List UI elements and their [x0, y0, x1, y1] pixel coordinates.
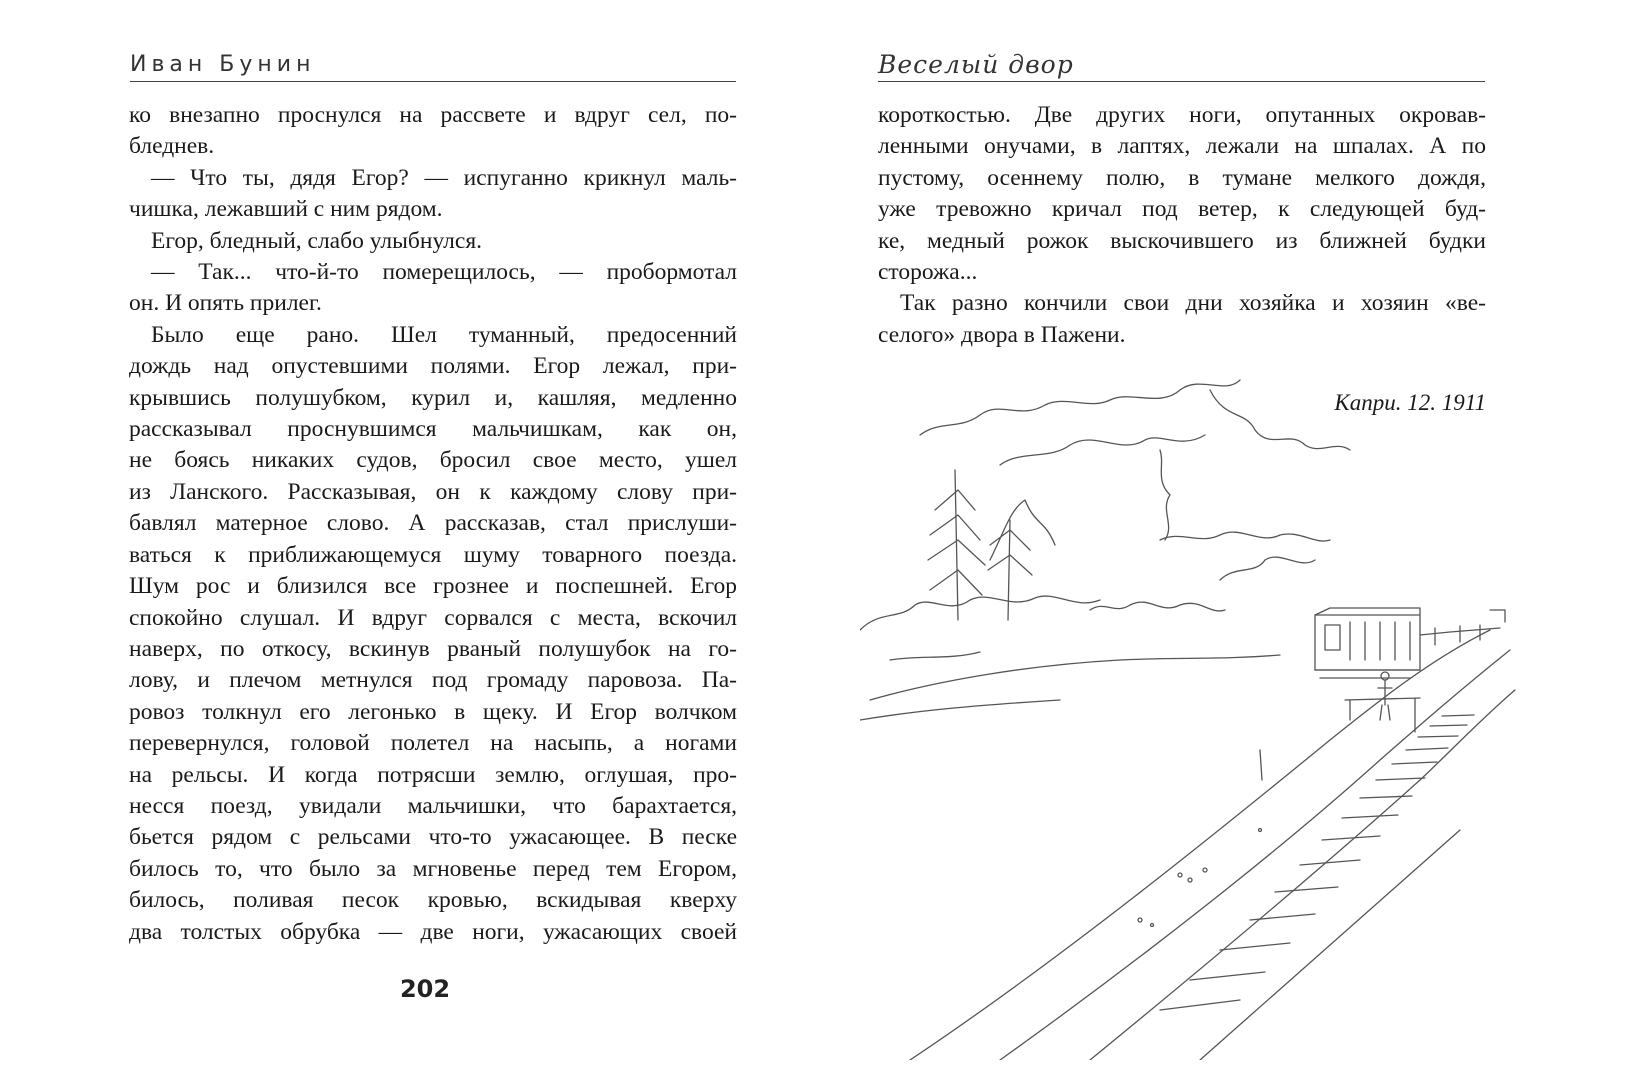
- text-line: Шум рос и близился все грознее и поспешней. Егор: [129, 573, 737, 600]
- right-body-text: [878, 100, 1486, 351]
- text-line: билось, поливая песок кровью, вскидывая кверху: [129, 887, 737, 914]
- text-line: рассказывал проснувшимся мальчишкам, как он,: [129, 416, 737, 443]
- text-line: бьется рядом с рельсами что-то ужасающее. В песке: [129, 824, 737, 851]
- text-line: ке, медный рожок выскочившего из ближней будки: [878, 227, 1486, 254]
- text-line: билось то, что было за мгновенье перед тем Егором,: [129, 855, 737, 882]
- left-page: [0, 0, 790, 1080]
- text-line: крывшись полушубком, курил и, кашляя, медленно: [129, 384, 737, 411]
- text-line: не боясь никаких судов, бросил свое место, ушел: [129, 447, 737, 474]
- text-line: два толстых обрубка — две ноги, ужасающих своей: [129, 918, 737, 945]
- text-line: — Что ты, дядя Егор? — испуганно крикнул маль-: [151, 164, 737, 191]
- text-line: дождь над опустевшими полями. Егор лежал, при-: [129, 353, 737, 380]
- text-line: чишка, лежавший с ним рядом.: [129, 196, 443, 223]
- text-line: наверх, по откосу, вскинув рваный полушубок на го-: [129, 635, 737, 662]
- text-line: Егор, бледный, слабо улыбнулся.: [151, 227, 483, 254]
- text-line: селого» двора в Пажени.: [878, 321, 1126, 348]
- text-line: короткостью. Две других ноги, опутанных окровав-: [878, 102, 1486, 128]
- dateline: Капри. 12. 1911: [1334, 390, 1486, 415]
- text-line: несся поезд, увидали мальчишки, что барахтается,: [129, 792, 737, 819]
- text-line: он. И опять прилег.: [129, 290, 322, 317]
- text-line: сторожа...: [878, 259, 978, 286]
- text-line: уже тревожно кричал под ветер, к следующей буд-: [878, 196, 1486, 223]
- text-line: из Ланского. Рассказывая, он к каждому слову при-: [129, 478, 737, 505]
- railway-train-sketch-icon: [860, 360, 1520, 1060]
- text-line: бавлял матерное слово. А рассказав, стал прислуши-: [129, 510, 737, 537]
- header-rule: [130, 81, 736, 82]
- text-line: — Так... что-й-то померещилось, — пробормотал: [151, 259, 737, 286]
- text-line: ровоз толкнул его легонько в щеку. И Егор волчком: [129, 698, 737, 725]
- text-line: ваться к приближающемуся шуму товарного поезда.: [129, 541, 737, 568]
- text-line: на рельсы. И когда потрясши землю, оглушая, про-: [129, 761, 737, 788]
- text-line: бледнев.: [129, 133, 215, 160]
- text-line: лову, и плечом метнулся под громаду паровоза. Па-: [129, 667, 737, 694]
- running-head-author: Иван Бунин: [130, 52, 316, 77]
- text-line: Было еще рано. Шел туманный, предосенний: [151, 321, 737, 348]
- header-rule: [878, 81, 1485, 82]
- text-line: пустому, осеннему полю, в тумане мелкого дождя,: [878, 164, 1486, 191]
- text-line: перевернулся, головой полетел на насыпь, а ногами: [129, 730, 737, 757]
- text-line: ко внезапно проснулся на рассвете и вдруг сел, по-: [129, 102, 737, 128]
- left-body-text: [129, 100, 737, 948]
- text-line: спокойно слушал. И вдруг сорвался с места, вскочил: [129, 604, 737, 631]
- text-line: ленными онучами, в лаптях, лежали на шпалах. А по: [878, 133, 1486, 160]
- text-line: Так разно кончили свои дни хозяйка и хозяин «ве-: [900, 290, 1486, 317]
- running-head-title: Веселый двор: [878, 50, 1074, 79]
- page-number: 202: [399, 975, 451, 1003]
